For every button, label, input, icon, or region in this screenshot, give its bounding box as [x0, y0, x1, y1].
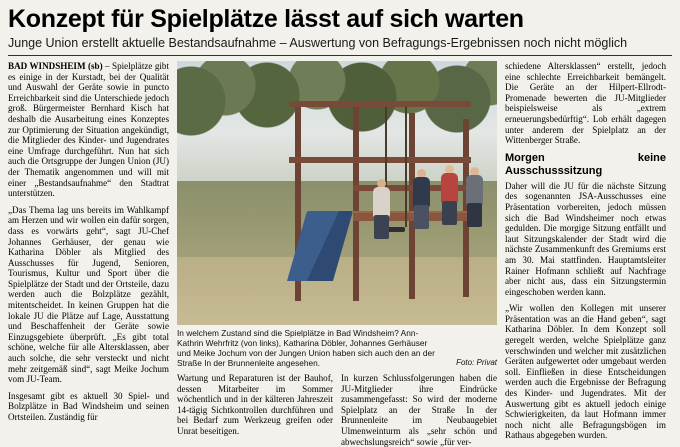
photo-credit: Foto: Privat: [456, 358, 497, 367]
column-4: [505, 61, 666, 447]
lead-text: – Spielplätze gibt es einige in der Kurstadt, bei der Qualität und Auswahl der Geräte sowie in puncto Erreichbarkeit sind die Unterschiede jedoch groß. Bürgermeister Bernhard Kisch hat deshalb die Ausarbeitung eines Konzeptes zur Optimierung der Situation angekündigt, die Mitglieder des Kinder- und Jugendrates eine Umfrage durchgeführt. Nun hat sich auch die Ortsgruppe der Jungen Union (JU) der Thematik angenommen und will mit einer „Bestandsaufnahme“ den Stadtrat unterstützen.: [8, 61, 169, 199]
swing-rope: [405, 107, 407, 227]
person-body: [373, 187, 390, 217]
photo-wrap: [177, 61, 497, 325]
column-4-paragraph-3: „Wir wollen den Kollegen mit unserer Präsentation was an die Hand geben“, sagt Katharina Döbler. In dem Konzept soll geregelt werden, welche Spielplätze ganz verschwinden und welcher mit zusätzlichen Geräten aufgewertet oder umgebaut werden soll. Einfließen in diese Entscheidungen werden auch die Ergebnisse der Befragung des Kinder- und Jugendrates. Mit der Auswertung gibt es aktuell jedoch einige Schwierigkeiten, da laut Hofmann immer noch nicht alle Befragungsbögen im Rathaus abgegeben wurden.: [505, 303, 666, 441]
dateline: BAD WINDSHEIM (sb): [8, 61, 103, 71]
playground-post: [353, 105, 359, 301]
section-heading: Morgen keine Ausschusssitzung: [505, 151, 666, 177]
photo-sand-area: [177, 257, 497, 325]
column-3-paragraph-1: In kurzen Schlussfolgerungen haben die JU-Mitglieder ihre Eindrücke zusammengefasst: So wird der moderne Spielplatz an der Straße In der Brunnenleite im Neubaugebiet Ulmenweinturm als „sehr schön und abwechslungsreich“ sowie „für ver-: [341, 373, 497, 447]
column-1: [8, 61, 169, 429]
person-standing: [413, 169, 431, 239]
center-text-columns: [177, 373, 497, 447]
column-1-paragraph-2: „Das Thema lag uns bereits im Wahlkampf am Herzen und wir wollen ein dafür sorgen, dass es vorwärts geht“, sagt JU-Chef Johannes Gerhäuser, der genau wie Katharina Döbler als Mitglied des Ausschusses für Jugend, Senioren, Tourismus, Kultur und Sport über die Spielplätze der Stadt und der Ortsteile, dazu werden auch die Bolzplätze gezählt, mitentscheidet. In keinen Gruppen hat die lokale JU die Plätze auf Lage, Ausstattung und Beschaffenheit der Geräte sowie Einzugsgebiete überprüft. „Es gibt total schöne, welche für alle Altersklassen, aber auch solche, die sehr versteckt und nicht mehr zeitgemäß sind“, sagt Meike Jochum vom JU-Team.: [8, 204, 169, 385]
article-photo: [177, 61, 497, 325]
column-2: [177, 373, 333, 447]
column-4-paragraph-1: schiedene Altersklassen“ erstellt, jedoch eine schlechte Erreichbarkeit bemängelt. Die Geräte an der Hilpert-Ellrodt-Promenade bewerten die JU-Mitglieder beispielsweise als „extrem erneuerungsbedürftig“. Lob erhält dagegen unter anderem der Spielplatz an der Wittenberger Straße.: [505, 61, 666, 146]
column-2-paragraph-1: Wartung und Reparaturen ist der Bauhof, dessen Mitarbeiter im Sommer wöchentlich und in der kälteren Jahreszeit 14-tägig Sichtkontrollen durchführen und bei Bedarf zum Werkzeug greifen oder Unrat beseitigen.: [177, 373, 333, 436]
person-standing: [441, 165, 459, 239]
page-title: Konzept für Spielplätze lässt auf sich warten: [8, 5, 524, 33]
person-legs: [442, 201, 457, 225]
column-1-paragraph-3: Insgesamt gibt es aktuell 30 Spiel- und Bolzplätze in Bad Windsheim und seinen Ortsteilen. Zuständig für: [8, 390, 169, 422]
person-standing: [466, 167, 484, 239]
lead-paragraph: [8, 61, 169, 199]
playground-beam: [289, 157, 471, 163]
person-on-swing: [373, 179, 391, 241]
person-legs: [374, 215, 389, 239]
article-subhead: Junge Union erstellt aktuelle Bestandsaufnahme – Auswertung von Befragungs-Ergebnissen noch nicht möglich: [8, 36, 628, 50]
person-body: [413, 177, 430, 207]
person-body: [441, 173, 458, 203]
article-columns: [8, 61, 672, 447]
person-body: [466, 175, 483, 205]
divider: [8, 55, 672, 56]
column-4-paragraph-2: Daher will die JU für die nächste Sitzung des sogenannten JSA-Ausschusses eine Präsentation vorbereiten, jedoch müssen sich die Bad Windsheimer noch etwas gedulden. Die morgige Sitzung entfällt und laut Sitzungskalender der Stadt wird die nächste Zusammenkunft des Gremiums erst am 30. Mai stattfinden. Hauptamtsleiter Rainer Hofmann schließt auf Nachfrage aber nicht aus, dass ein Sitzungstermin eingeschoben werden kann.: [505, 180, 666, 297]
person-legs: [414, 205, 429, 229]
person-legs: [467, 203, 482, 227]
column-center: [177, 61, 497, 447]
column-3: [341, 373, 497, 447]
photo-caption: [177, 325, 497, 368]
photo-caption-text: In welchem Zustand sind die Spielplätze in Bad Windsheim? Ann-Kathrin Wehrfritz (von links), Katharina Döbler, Johannes Gerhäuser und Meike Jochum von der Jungen Union haben sich auch den an der Straße In der Brunnenleite angesehen.: [177, 328, 435, 368]
playground-beam: [289, 101, 471, 107]
